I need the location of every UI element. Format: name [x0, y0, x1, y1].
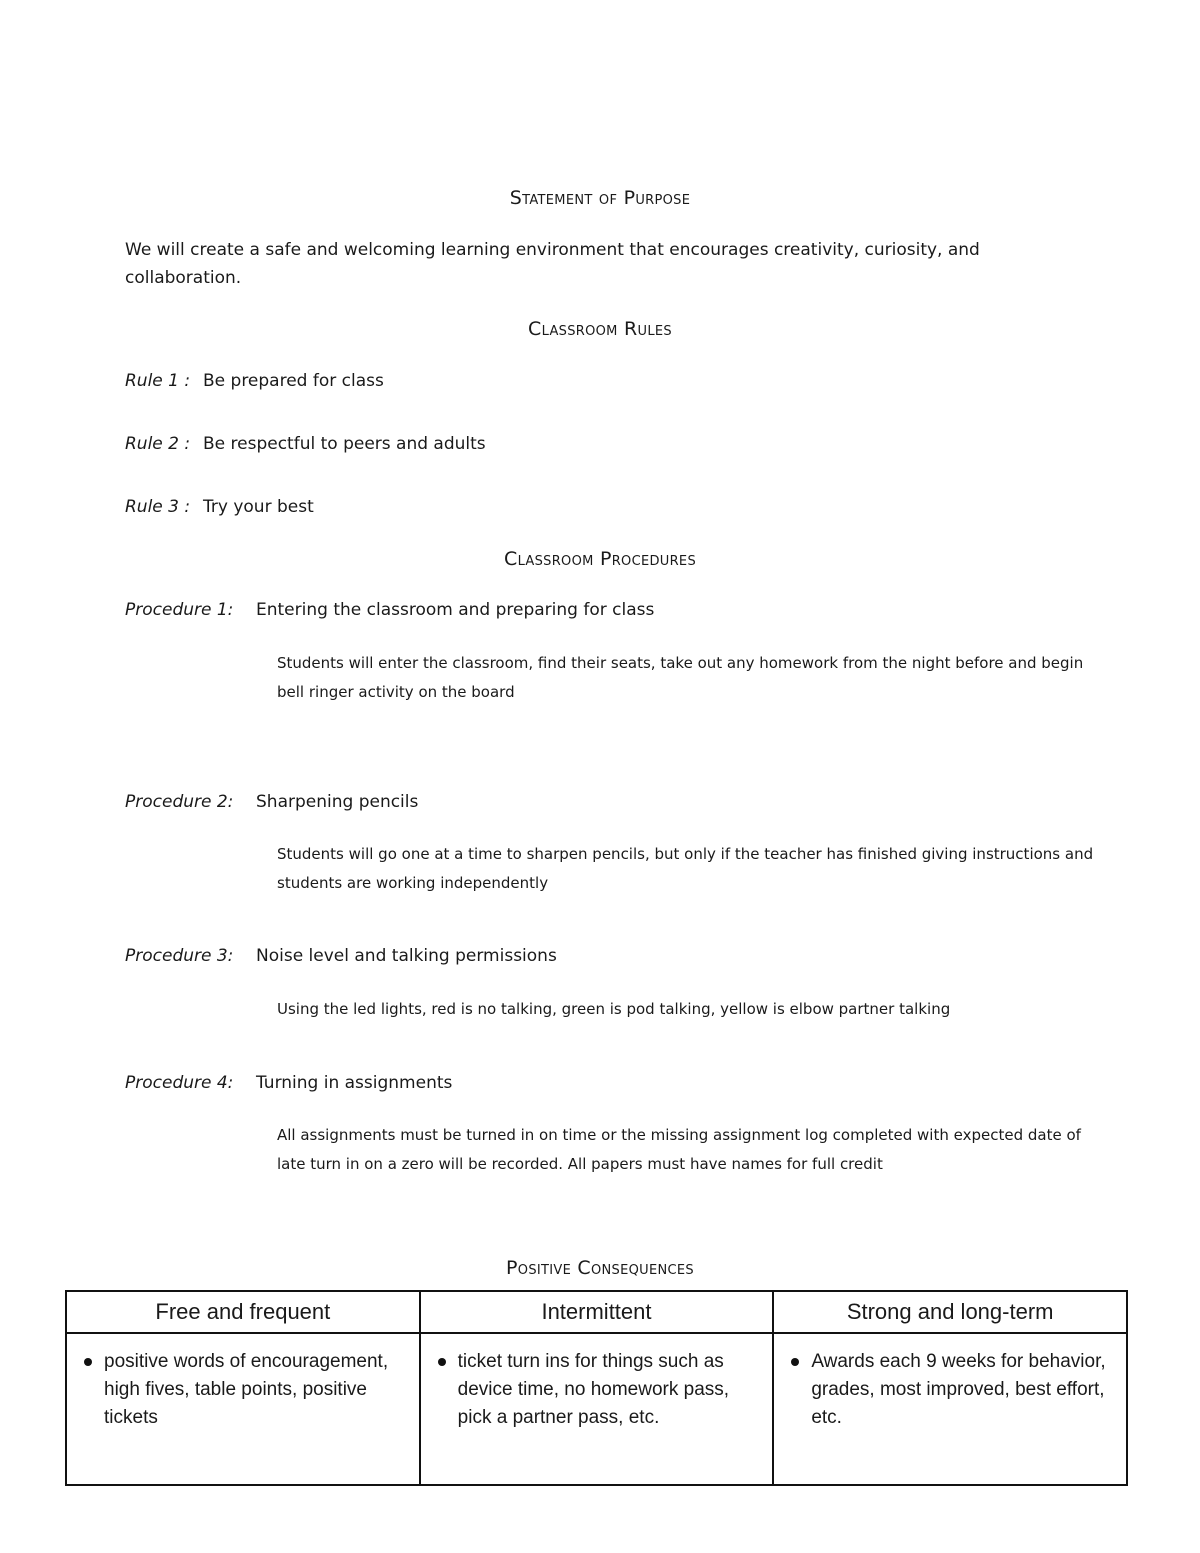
table-cell [420, 1333, 774, 1485]
rule-label: Rule 1 : [125, 371, 191, 391]
bullet-list [433, 1348, 763, 1432]
procedure-4 [125, 1071, 452, 1095]
bullet-list [786, 1348, 1116, 1432]
procedure-2 [125, 790, 418, 814]
rule-text: Be respectful to peers and adults [203, 434, 486, 454]
positive-consequences-heading: Positive Consequences [506, 1257, 694, 1279]
table-header-row [66, 1291, 1127, 1333]
rule-2 [125, 432, 486, 456]
list-item: ticket turn ins for things such as device time, no homework pass, pick a partner pass, etc. [458, 1348, 763, 1432]
classroom-procedures-heading: Classroom Procedures [504, 548, 696, 570]
procedure-1-description: Students will enter the classroom, find their seats, take out any homework from the night before and begin bell ringer activity on the board [277, 654, 1084, 701]
procedure-3 [125, 944, 557, 968]
procedure-title: Noise level and talking permissions [256, 946, 557, 966]
procedure-label: Procedure 2: [125, 792, 234, 812]
rule-label: Rule 2 : [125, 434, 191, 454]
list-item: Awards each 9 weeks for behavior, grades, most improved, best effort, etc. [811, 1348, 1116, 1432]
procedure-label: Procedure 1: [125, 600, 234, 620]
table-cell [773, 1333, 1127, 1485]
procedure-title: Entering the classroom and preparing for class [256, 600, 655, 620]
classroom-rules-heading: Classroom Rules [528, 318, 672, 340]
procedure-1 [125, 598, 654, 622]
consequences-table [65, 1290, 1128, 1486]
rule-text: Be prepared for class [203, 371, 384, 391]
column-header: Free and frequent [66, 1291, 420, 1333]
list-item: positive words of encouragement, high fives, table points, positive tickets [104, 1348, 409, 1432]
column-header: Intermittent [420, 1291, 774, 1333]
rule-3 [125, 495, 314, 519]
procedure-4-description: All assignments must be turned in on time or the missing assignment log completed with expected date of late turn in on a zero will be recorded. All papers must have names for full credit [277, 1126, 1081, 1173]
procedure-title: Sharpening pencils [256, 792, 419, 812]
rule-text: Try your best [203, 497, 314, 517]
procedure-3-description: Using the led lights, red is no talking, green is pod talking, yellow is elbow partner talking [277, 1000, 951, 1018]
purpose-text: We will create a safe and welcoming learning environment that encourages creativity, curiosity, and collaboration. [125, 240, 980, 288]
column-header: Strong and long-term [773, 1291, 1127, 1333]
rule-1 [125, 369, 384, 393]
table-row [66, 1333, 1127, 1485]
procedure-2-description: Students will go one at a time to sharpen pencils, but only if the teacher has finished giving instructions and students are working independently [277, 845, 1094, 892]
rule-label: Rule 3 : [125, 497, 191, 517]
procedure-title: Turning in assignments [256, 1073, 453, 1093]
bullet-list [79, 1348, 409, 1432]
procedure-label: Procedure 4: [125, 1073, 234, 1093]
procedure-label: Procedure 3: [125, 946, 234, 966]
statement-of-purpose-heading: Statement of Purpose [509, 187, 691, 209]
table-cell [66, 1333, 420, 1485]
